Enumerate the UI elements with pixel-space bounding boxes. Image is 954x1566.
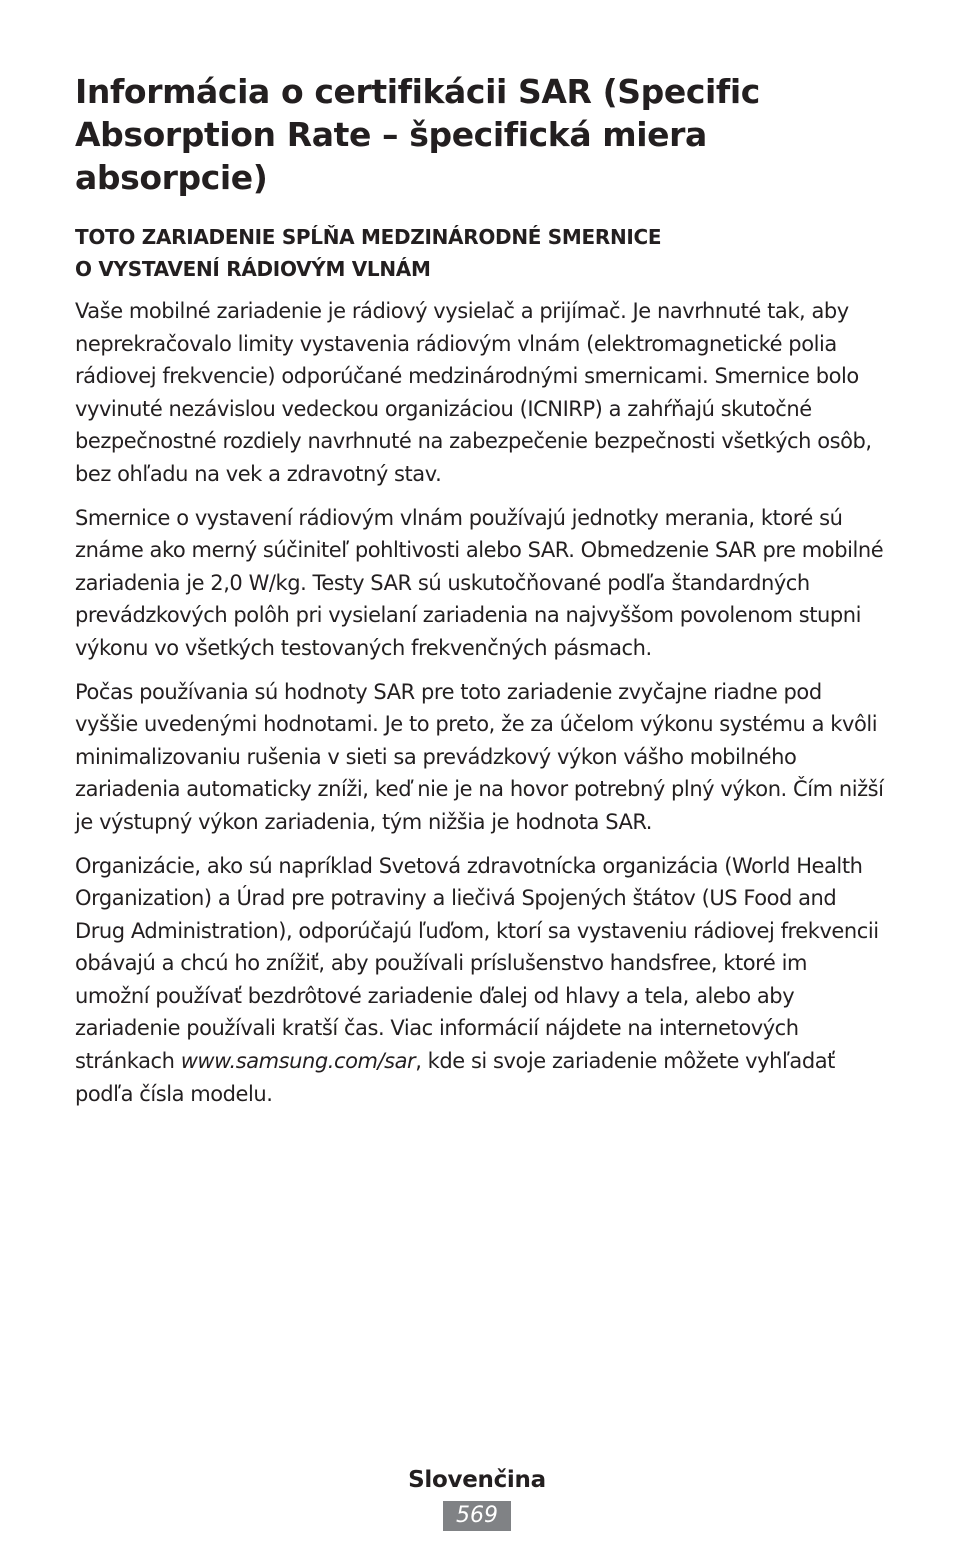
paragraph-3: Počas používania sú hodnoty SAR pre toto zariadenie zvyčajne riadne pod vyššie uvedenými hodnotami. Je to preto, že za účelom výkonu systému a kvôli minimalizovaniu rušenia v sieti sa prevádzkový výkon vášho mobilného zariadenia automaticky zníži, keď nie je na hovor potrebný plný výkon. Čím nižší je výstupný výkon zariadenia, tým nižšia je hodnota SAR.: [75, 679, 884, 834]
paragraph-4: [75, 850, 887, 1111]
paragraph-4-text-before: Organizácie, ako sú napríklad Svetová zdravotnícka organizácia (World Health Organization) a Úrad pre potraviny a liečivá Spojených štátov (US Food and Drug Administration), odporúčajú ľuďom, ktorí sa vystaveniu rádiovej frekvencii obávajú a chcú ho znížiť, aby používali príslušenstvo handsfree, ktoré im umožní používať bezdrôtové zariadenie ďalej od hlavy a tela, alebo aby zariadenie používali kratší čas. Viac informácií nájdete na internetových stránkach: [75, 853, 879, 1074]
page-footer: [0, 1463, 954, 1531]
section-heading-line-1: TOTO ZARIADENIE SPĹŇA MEDZINÁRODNÉ SMERNICE: [75, 225, 662, 249]
page-title: [75, 70, 887, 199]
page-content: [75, 70, 887, 1121]
section-heading: [75, 221, 887, 285]
samsung-sar-link[interactable]: www.samsung.com/sar: [180, 1049, 416, 1074]
paragraph-4-text-after: , kde si svoje zariadenie môžete vyhľadať podľa čísla modelu.: [75, 1049, 835, 1106]
page-number-badge: 569: [443, 1501, 511, 1531]
section-heading-line-2: O VYSTAVENÍ RÁDIOVÝM VLNÁM: [75, 257, 431, 281]
page-title-line-2: Absorption Rate – špecifická miera absorpcie): [75, 115, 707, 197]
page-title-line-1: Informácia o certifikácii SAR (Specific: [75, 72, 760, 111]
paragraph-2: Smernice o vystavení rádiovým vlnám používajú jednotky merania, ktoré sú známe ako merný súčiniteľ pohltivosti alebo SAR. Obmedzenie SAR pre mobilné zariadenia je 2,0 W/kg. Testy SAR sú uskutočňované podľa štandardných prevádzkových polôh pri vysielaní zariadenia na najvyššom povolenom stupni výkonu vo všetkých testovaných frekvenčných pásmach.: [75, 505, 884, 660]
paragraph-1: Vaše mobilné zariadenie je rádiový vysielač a prijímač. Je navrhnuté tak, aby neprekračovalo limity vystavenia rádiovým vlnám (elektromagnetické polia rádiovej frekvencie) odporúčané medzinárodnými smernicami. Smernice bolo vyvinuté nezávislou vedeckou organizáciou (ICNIRP) a zahŕňajú skutočné bezpečnostné rozdiely navrhnuté na zabezpečenie bezpečnosti všetkých osôb, bez ohľadu na vek a zdravotný stav.: [75, 299, 872, 486]
footer-language: Slovenčina: [408, 1467, 546, 1493]
